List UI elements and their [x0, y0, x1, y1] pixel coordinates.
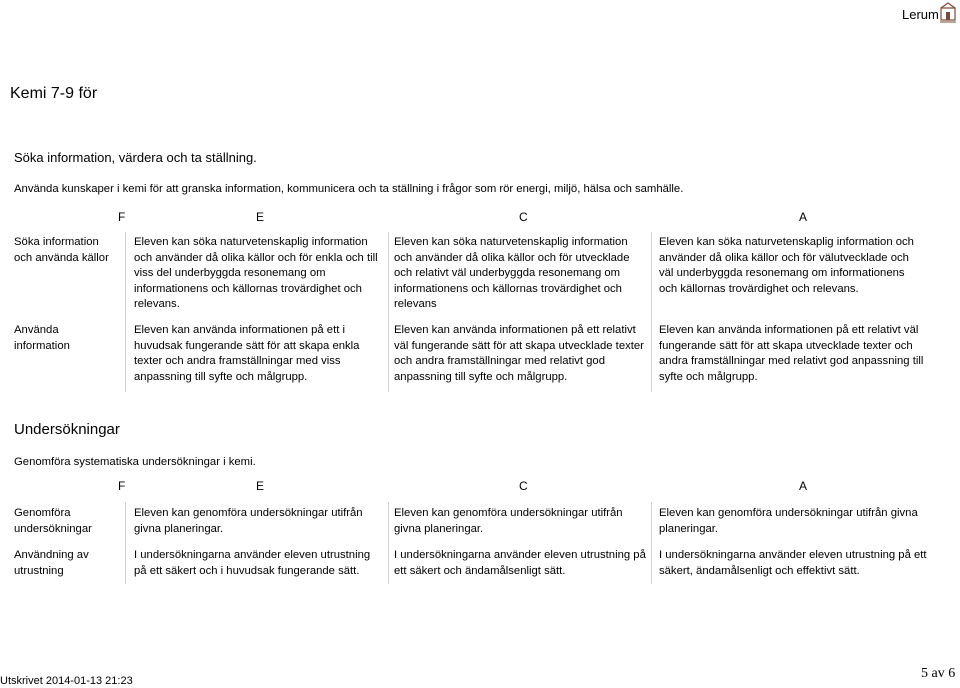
section-title: Undersökningar — [14, 421, 120, 438]
criteria-e: I undersökningarna använder eleven utrustning på ett säkert och i huvudsak fungerande sätt. — [134, 549, 371, 577]
criteria-a: Eleven kan söka naturvetenskaplig information och använder då olika källor och för välutvecklade och väl underbyggda resonemang om informationens och källornas trovärdighet och relevans. — [659, 236, 914, 295]
section-description: Använda kunskaper i kemi för att granska information, kommunicera och ta ställning i frågor som rör energi, miljö, hälsa och samhälle. — [14, 183, 684, 195]
grade-a-header: A — [799, 479, 808, 493]
grade-c-header: C — [519, 210, 528, 224]
criteria-label: Använda information — [14, 324, 70, 352]
lerum-logo-icon — [938, 2, 958, 24]
grade-c-header: C — [519, 479, 528, 493]
criteria-c: Eleven kan använda informationen på ett relativt väl fungerande sätt för att skapa utvecklade texter och andra framställningar med relativt god anpassning till syfte och målgrupp. — [394, 324, 644, 383]
criteria-e: Eleven kan använda informationen på ett i huvudsak fungerande sätt för att skapa enkla texter och andra framställningar med viss anpassning till syfte och målgrupp. — [134, 324, 360, 383]
criteria-a: I undersökningarna använder eleven utrustning på ett säkert, ändamålsenligt och effektivt sätt. — [659, 549, 927, 577]
page-number: 5 av 6 — [921, 666, 956, 681]
criteria-label: Söka information och använda källor — [14, 236, 109, 264]
column-divider — [388, 502, 389, 584]
column-divider — [388, 232, 389, 392]
section-title: Söka information, värdera och ta ställning. — [14, 150, 257, 165]
grade-e-header: E — [256, 479, 265, 493]
criteria-c: I undersökningarna använder eleven utrustning på ett säkert och ändamålsenligt sätt. — [394, 549, 646, 577]
criteria-a: Eleven kan genomföra undersökningar utifrån givna planeringar. — [659, 507, 918, 535]
criteria-c: Eleven kan söka naturvetenskaplig information och använder då olika källor och för utvecklade och relativt väl underbyggda resonemang om informationens och källornas trovärdighet och relevans — [394, 236, 630, 310]
grade-a-header: A — [799, 210, 808, 224]
column-divider — [125, 502, 126, 584]
criteria-e: Eleven kan genomföra undersökningar utifrån givna planeringar. — [134, 507, 363, 535]
section-description: Genomföra systematiska undersökningar i kemi. — [14, 456, 256, 468]
grade-e-header: E — [256, 210, 265, 224]
grade-f-header: F — [118, 210, 126, 224]
brand-name: Lerum — [902, 7, 939, 22]
grade-f-header: F — [118, 479, 126, 493]
criteria-a: Eleven kan använda informationen på ett relativt väl fungerande sätt för att skapa utvecklade texter och andra framställningar med relativt god anpassning till syfte och målgrupp. — [659, 324, 924, 383]
print-timestamp: Utskrivet 2014-01-13 21:23 — [0, 675, 133, 687]
criteria-c: Eleven kan genomföra undersökningar utifrån givna planeringar. — [394, 507, 623, 535]
criteria-label: Genomföra undersökningar — [14, 507, 92, 535]
column-divider — [125, 232, 126, 392]
criteria-label: Användning av utrustning — [14, 549, 89, 577]
criteria-e: Eleven kan söka naturvetenskaplig information och använder då olika källor och för enkla och till viss del underbyggda resonemang om informationens och källornas trovärdighet och relevans. — [134, 236, 378, 310]
document-title: Kemi 7-9 för — [10, 85, 98, 102]
